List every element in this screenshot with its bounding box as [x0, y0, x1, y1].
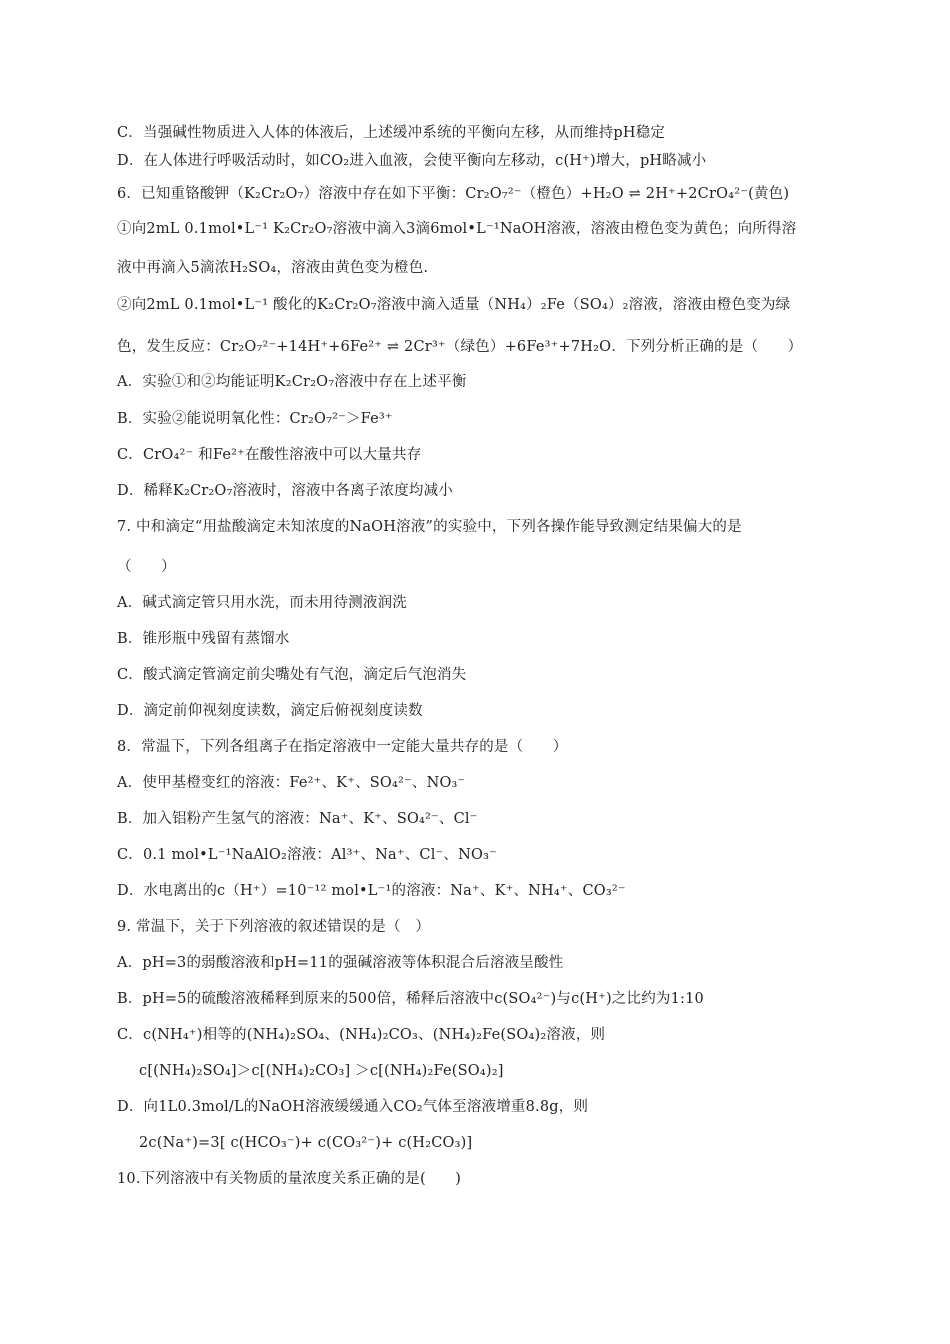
q6-option-b: B．实验②能说明氧化性：Cr₂O₇²⁻＞Fe³⁺ [117, 411, 393, 427]
q5-option-c: C．当强碱性物质进入人体的体液后，上述缓冲系统的平衡向左移，从而维持pH稳定 [117, 125, 666, 141]
q6-experiment-1: ①向2mL 0.1mol•L⁻¹ K₂Cr₂O₇溶液中滴入3滴6mol•L⁻¹NaOH溶液，溶液由橙色变为黄色；向所得溶 [117, 221, 797, 237]
q6-option-d: D．稀释K₂Cr₂O₇溶液时，溶液中各离子浓度均减小 [117, 483, 454, 499]
q8-option-a: A．使甲基橙变红的溶液：Fe²⁺、K⁺、SO₄²⁻、NO₃⁻ [117, 775, 466, 791]
q6-stem: 6．已知重铬酸钾（K₂Cr₂O₇）溶液中存在如下平衡：Cr₂O₇²⁻（橙色）+H₂O ⇌ 2H⁺+2CrO₄²⁻(黄色) [117, 186, 790, 202]
q6-option-c: C．CrO₄²⁻ 和Fe²⁺在酸性溶液中可以大量共存 [117, 447, 422, 463]
q9-option-b: B．pH=5的硫酸溶液稀释到原来的500倍，稀释后溶液中c(SO₄²⁻)与c(H⁺)之比约为1:10 [117, 991, 704, 1007]
q9-option-d-cont: 2c(Na⁺)=3[ c(HCO₃⁻)+ c(CO₃²⁻)+ c(H₂CO₃)] [139, 1135, 473, 1151]
q10-stem: 10.下列溶液中有关物质的量浓度关系正确的是( ) [117, 1171, 462, 1187]
q5-option-d: D．在人体进行呼吸活动时，如CO₂进入血液，会使平衡向左移动，c(H⁺)增大，pH略减小 [117, 153, 707, 169]
q8-stem: 8．常温下，下列各组离子在指定溶液中一定能大量共存的是（ ） [117, 739, 568, 755]
q7-option-a: A．碱式滴定管只用水洗，而未用待测液润洗 [117, 595, 407, 611]
q6-experiment-1-cont: 液中再滴入5滴浓H₂SO₄，溶液由黄色变为橙色. [117, 260, 429, 276]
q9-option-a: A．pH=3的弱酸溶液和pH=11的强碱溶液等体积混合后溶液呈酸性 [117, 955, 564, 971]
q7-option-b: B．锥形瓶中残留有蒸馏水 [117, 631, 290, 647]
q8-option-b: B．加入铝粉产生氢气的溶液：Na⁺、K⁺、SO₄²⁻、Cl⁻ [117, 811, 478, 827]
q7-option-c: C．酸式滴定管滴定前尖嘴处有气泡，滴定后气泡消失 [117, 667, 467, 683]
q6-experiment-2: ②向2mL 0.1mol•L⁻¹ 酸化的K₂Cr₂O₇溶液中滴入适量（NH₄）₂Fe（SO₄）₂溶液，溶液由橙色变为绿 [117, 297, 791, 313]
q7-option-d: D．滴定前仰视刻度读数，滴定后俯视刻度读数 [117, 703, 423, 719]
q6-option-a: A．实验①和②均能证明K₂Cr₂O₇溶液中存在上述平衡 [117, 374, 467, 390]
q8-option-d: D．水电离出的c（H⁺）=10⁻¹² mol•L⁻¹的溶液：Na⁺、K⁺、NH₄⁺、CO₃²⁻ [117, 883, 626, 899]
q9-option-d: D．向1L0.3mol/L的NaOH溶液缓缓通入CO₂气体至溶液增重8.8g，则 [117, 1099, 589, 1115]
q6-experiment-2-cont: 色，发生反应：Cr₂O₇²⁻+14H⁺+6Fe²⁺ ⇌ 2Cr³⁺（绿色）+6Fe³⁺+7H₂O．下列分析正确的是（ ） [117, 339, 803, 355]
q9-option-c-cont: c[(NH₄)₂SO₄]＞c[(NH₄)₂CO₃] ＞c[(NH₄)₂Fe(SO₄)₂] [139, 1063, 504, 1079]
q7-answer-blank: （ ） [117, 559, 176, 575]
q9-stem: 9. 常温下，关于下列溶液的叙述错误的是（ ） [117, 919, 431, 935]
q8-option-c: C．0.1 mol•L⁻¹NaAlO₂溶液：Al³⁺、Na⁺、Cl⁻、NO₃⁻ [117, 847, 497, 863]
q9-option-c: C．c(NH₄⁺)相等的(NH₄)₂SO₄、(NH₄)₂CO₃、(NH₄)₂Fe(SO₄)₂溶液，则 [117, 1027, 606, 1043]
q7-stem: 7. 中和滴定“用盐酸滴定未知浓度的NaOH溶液”的实验中，下列各操作能导致测定结果偏大的是 [117, 519, 742, 535]
